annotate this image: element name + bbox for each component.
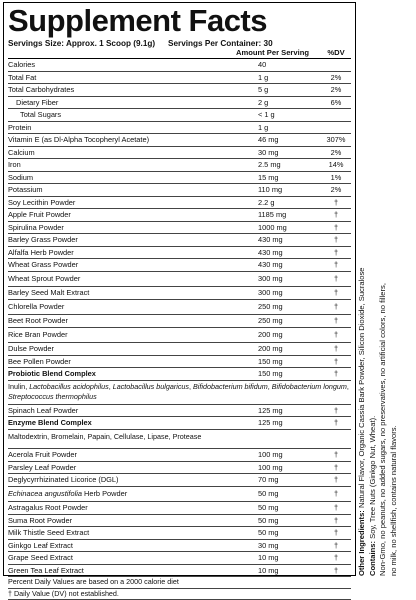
nutrient-name: Rice Bran Powder xyxy=(8,328,236,343)
nutrient-dv: † xyxy=(321,209,351,221)
other-ingredients-label: Other Ingredients: xyxy=(357,510,366,576)
nutrient-amount: 250 mg xyxy=(236,300,321,315)
nutrient-dv: 2% xyxy=(321,84,351,96)
serving-info xyxy=(8,39,351,48)
nutrient-name: Alfalfa Herb Powder xyxy=(8,247,236,259)
nutrient-row xyxy=(8,527,351,540)
nutrient-amount: 2.5 mg xyxy=(236,159,321,171)
nutrient-dv: 2% xyxy=(321,184,351,196)
nutrient-row xyxy=(8,449,351,462)
nutrient-amount: 150 mg xyxy=(236,368,321,380)
nutrient-dv: † xyxy=(321,515,351,527)
side-panel-text xyxy=(357,246,399,576)
nutrient-name: Dulse Powder xyxy=(8,343,236,355)
nutrient-row xyxy=(8,300,351,316)
nutrient-row xyxy=(8,159,351,172)
nutrient-rows-mid xyxy=(8,405,351,430)
nutrient-row xyxy=(8,368,351,381)
footnote-dv-basis: Percent Daily Values are based on a 2000 calorie diet xyxy=(8,577,351,589)
nutrient-dv: 1% xyxy=(321,172,351,184)
nutrient-dv: † xyxy=(321,222,351,234)
nutrient-amount: 15 mg xyxy=(236,172,321,184)
allergen-info xyxy=(368,246,379,576)
nutrient-row xyxy=(8,487,351,503)
nutrient-dv: † xyxy=(321,502,351,514)
nutrient-name: Enzyme Blend Complex xyxy=(8,417,236,429)
nutrient-name: Echinacea angustifolia Herb Powder xyxy=(8,487,236,502)
nutrient-dv xyxy=(321,109,351,121)
nutrient-name: Acerola Fruit Powder xyxy=(8,449,236,461)
nutrient-row xyxy=(8,405,351,418)
column-header xyxy=(8,48,351,59)
supplement-facts-panel xyxy=(3,2,356,576)
free-from-line-1: Non-Gmo, no peanuts, no added sugars, no preservatives, no artificial colors, no fillers, xyxy=(378,246,389,576)
nutrient-dv: † xyxy=(321,474,351,486)
nutrient-name: Potassium xyxy=(8,184,236,196)
nutrient-name: Beet Root Powder xyxy=(8,315,236,327)
nutrient-amount: 50 mg xyxy=(236,502,321,514)
nutrient-row xyxy=(8,197,351,210)
serving-size: Servings Size: Approx. 1 Scoop (9.1g) xyxy=(8,39,168,48)
other-ingredients xyxy=(357,246,368,576)
nutrient-dv: † xyxy=(321,197,351,209)
nutrient-row xyxy=(8,109,351,122)
nutrient-row xyxy=(8,59,351,72)
nutrient-amount: 430 mg xyxy=(236,247,321,259)
nutrient-name: Wheat Grass Powder xyxy=(8,259,236,271)
nutrient-amount: 100 mg xyxy=(236,449,321,461)
nutrient-row xyxy=(8,134,351,147)
nutrient-amount: 10 mg xyxy=(236,565,321,577)
nutrient-name: Parsley Leaf Powder xyxy=(8,462,236,474)
nutrient-amount: 50 mg xyxy=(236,515,321,527)
nutrient-dv: † xyxy=(321,287,351,299)
nutrient-amount: 1185 mg xyxy=(236,209,321,221)
nutrient-name: Ginkgo Leaf Extract xyxy=(8,540,236,552)
nutrient-amount: 250 mg xyxy=(236,315,321,327)
nutrient-dv: † xyxy=(321,487,351,502)
nutrient-name: Calories xyxy=(8,59,236,71)
nutrient-name: Barley Seed Malt Extract xyxy=(8,287,236,299)
nutrient-name: Deglycyrrhizinated Licorice (DGL) xyxy=(8,474,236,486)
nutrient-amount: 50 mg xyxy=(236,527,321,539)
nutrient-row xyxy=(8,417,351,430)
nutrient-amount: 200 mg xyxy=(236,343,321,355)
contains-label: Contains: xyxy=(368,541,377,576)
nutrient-amount: 1000 mg xyxy=(236,222,321,234)
free-from-line-2: no milk, no shellfish, contains natural flavors. xyxy=(389,246,400,576)
nutrient-dv: † xyxy=(321,234,351,246)
nutrient-row xyxy=(8,234,351,247)
nutrient-amount: 100 mg xyxy=(236,462,321,474)
nutrient-row xyxy=(8,222,351,235)
nutrient-rows-top xyxy=(8,59,351,381)
nutrient-dv: 307% xyxy=(321,134,351,146)
amount-header: Amount Per Serving xyxy=(236,48,321,57)
nutrient-row xyxy=(8,247,351,260)
nutrient-dv: 2% xyxy=(321,72,351,84)
nutrient-amount: 430 mg xyxy=(236,234,321,246)
nutrient-name: Barley Grass Powder xyxy=(8,234,236,246)
nutrient-amount: 30 mg xyxy=(236,540,321,552)
nutrient-amount: 2.2 g xyxy=(236,197,321,209)
nutrient-name: Apple Fruit Powder xyxy=(8,209,236,221)
nutrient-dv: † xyxy=(321,552,351,564)
nutrient-row xyxy=(8,515,351,528)
nutrient-row xyxy=(8,97,351,110)
nutrient-dv: † xyxy=(321,368,351,380)
nutrient-name: Milk Thistle Seed Extract xyxy=(8,527,236,539)
label-title: Supplement Facts xyxy=(8,4,351,38)
nutrient-row xyxy=(8,147,351,160)
nutrient-amount: 110 mg xyxy=(236,184,321,196)
nutrient-dv: 6% xyxy=(321,97,351,109)
nutrient-amount: 70 mg xyxy=(236,474,321,486)
nutrient-amount: 430 mg xyxy=(236,259,321,271)
nutrient-dv xyxy=(321,59,351,71)
nutrient-amount: 1 g xyxy=(236,72,321,84)
nutrient-amount: 200 mg xyxy=(236,328,321,343)
nutrient-amount: 125 mg xyxy=(236,405,321,417)
nutrient-name: Protein xyxy=(8,122,236,134)
nutrient-row xyxy=(8,122,351,135)
nutrient-dv: † xyxy=(321,272,351,287)
nutrient-amount: 30 mg xyxy=(236,147,321,159)
nutrient-row xyxy=(8,462,351,475)
nutrient-dv: † xyxy=(321,540,351,552)
nutrient-amount: 50 mg xyxy=(236,487,321,502)
nutrient-name: Spinach Leaf Powder xyxy=(8,405,236,417)
other-ingredients-text: Natural Flavor, Organic Cassia Bark Powder, Silicon Dioxide, Sucralose xyxy=(357,267,366,508)
footnote-dagger: † Daily Value (DV) not established. xyxy=(8,589,351,600)
nutrient-amount: 1 g xyxy=(236,122,321,134)
nutrient-row xyxy=(8,209,351,222)
nutrient-amount: 125 mg xyxy=(236,417,321,429)
nutrient-amount: 150 mg xyxy=(236,356,321,368)
nutrient-name: Probiotic Blend Complex xyxy=(8,368,236,380)
nutrient-name: Dietary Fiber xyxy=(8,97,236,109)
nutrient-row xyxy=(8,315,351,328)
nutrient-name: Chlorella Powder xyxy=(8,300,236,315)
nutrient-name: Total Carbohydrates xyxy=(8,84,236,96)
nutrient-amount: 5 g xyxy=(236,84,321,96)
nutrient-name: Wheat Sprout Powder xyxy=(8,272,236,287)
nutrient-dv: † xyxy=(321,462,351,474)
servings-per-container: Servings Per Container: 30 xyxy=(168,39,273,48)
nutrient-dv: † xyxy=(321,449,351,461)
dv-header: %DV xyxy=(321,48,351,57)
nutrient-dv: † xyxy=(321,565,351,577)
nutrient-row xyxy=(8,259,351,272)
nutrient-dv: 14% xyxy=(321,159,351,171)
nutrient-name: Calcium xyxy=(8,147,236,159)
nutrient-amount: 40 xyxy=(236,59,321,71)
nutrient-dv: † xyxy=(321,247,351,259)
nutrient-dv: † xyxy=(321,343,351,355)
nutrient-row xyxy=(8,502,351,515)
nutrient-row xyxy=(8,328,351,344)
nutrient-name: Suma Root Powder xyxy=(8,515,236,527)
contains-text: Soy, Tree Nuts (Ginkgo Nut, Wheat). xyxy=(368,416,377,539)
nutrient-row xyxy=(8,172,351,185)
nutrient-name: Spirulina Powder xyxy=(8,222,236,234)
nutrient-name: Sodium xyxy=(8,172,236,184)
nutrient-row xyxy=(8,84,351,97)
nutrient-row xyxy=(8,272,351,288)
nutrient-amount: 300 mg xyxy=(236,287,321,299)
nutrient-dv: † xyxy=(321,315,351,327)
nutrient-row xyxy=(8,552,351,565)
nutrient-dv: † xyxy=(321,259,351,271)
nutrient-row xyxy=(8,565,351,578)
nutrient-dv: † xyxy=(321,300,351,315)
nutrient-name: Iron xyxy=(8,159,236,171)
nutrient-name: Green Tea Leaf Extract xyxy=(8,565,236,577)
nutrient-dv xyxy=(321,122,351,134)
nutrient-dv: † xyxy=(321,405,351,417)
nutrient-name: Total Sugars xyxy=(8,109,236,121)
nutrient-row xyxy=(8,184,351,197)
nutrient-dv: † xyxy=(321,328,351,343)
nutrient-name: Vitamin E (as Dl-Alpha Tocopheryl Acetate) xyxy=(8,134,236,146)
nutrient-dv: † xyxy=(321,356,351,368)
nutrient-rows-bottom xyxy=(8,449,351,577)
nutrient-amount: 10 mg xyxy=(236,552,321,564)
nutrient-name: Grape Seed Extract xyxy=(8,552,236,564)
nutrient-row xyxy=(8,343,351,356)
nutrient-row xyxy=(8,474,351,487)
nutrient-dv: 2% xyxy=(321,147,351,159)
nutrient-amount: 46 mg xyxy=(236,134,321,146)
probiotic-ingredients: Inulin, Lactobacillus acidophilus, Lactobacillus bulgaricus, Bifidobacterium bifidum, Bifidobacterium longum, Streptococcus thermophilus xyxy=(8,381,351,405)
enzyme-ingredients: Maltodextrin, Bromelain, Papain, Cellulase, Lipase, Protease xyxy=(8,430,351,450)
nutrient-amount: 2 g xyxy=(236,97,321,109)
nutrient-dv: † xyxy=(321,417,351,429)
nutrient-row xyxy=(8,287,351,300)
nutrient-name: Soy Lecithin Powder xyxy=(8,197,236,209)
nutrient-dv: † xyxy=(321,527,351,539)
nutrient-row xyxy=(8,540,351,553)
nutrient-row xyxy=(8,72,351,85)
nutrient-name: Bee Pollen Powder xyxy=(8,356,236,368)
nutrient-amount: < 1 g xyxy=(236,109,321,121)
nutrient-name: Astragalus Root Powder xyxy=(8,502,236,514)
nutrient-row xyxy=(8,356,351,369)
nutrient-name: Total Fat xyxy=(8,72,236,84)
nutrient-amount: 300 mg xyxy=(236,272,321,287)
